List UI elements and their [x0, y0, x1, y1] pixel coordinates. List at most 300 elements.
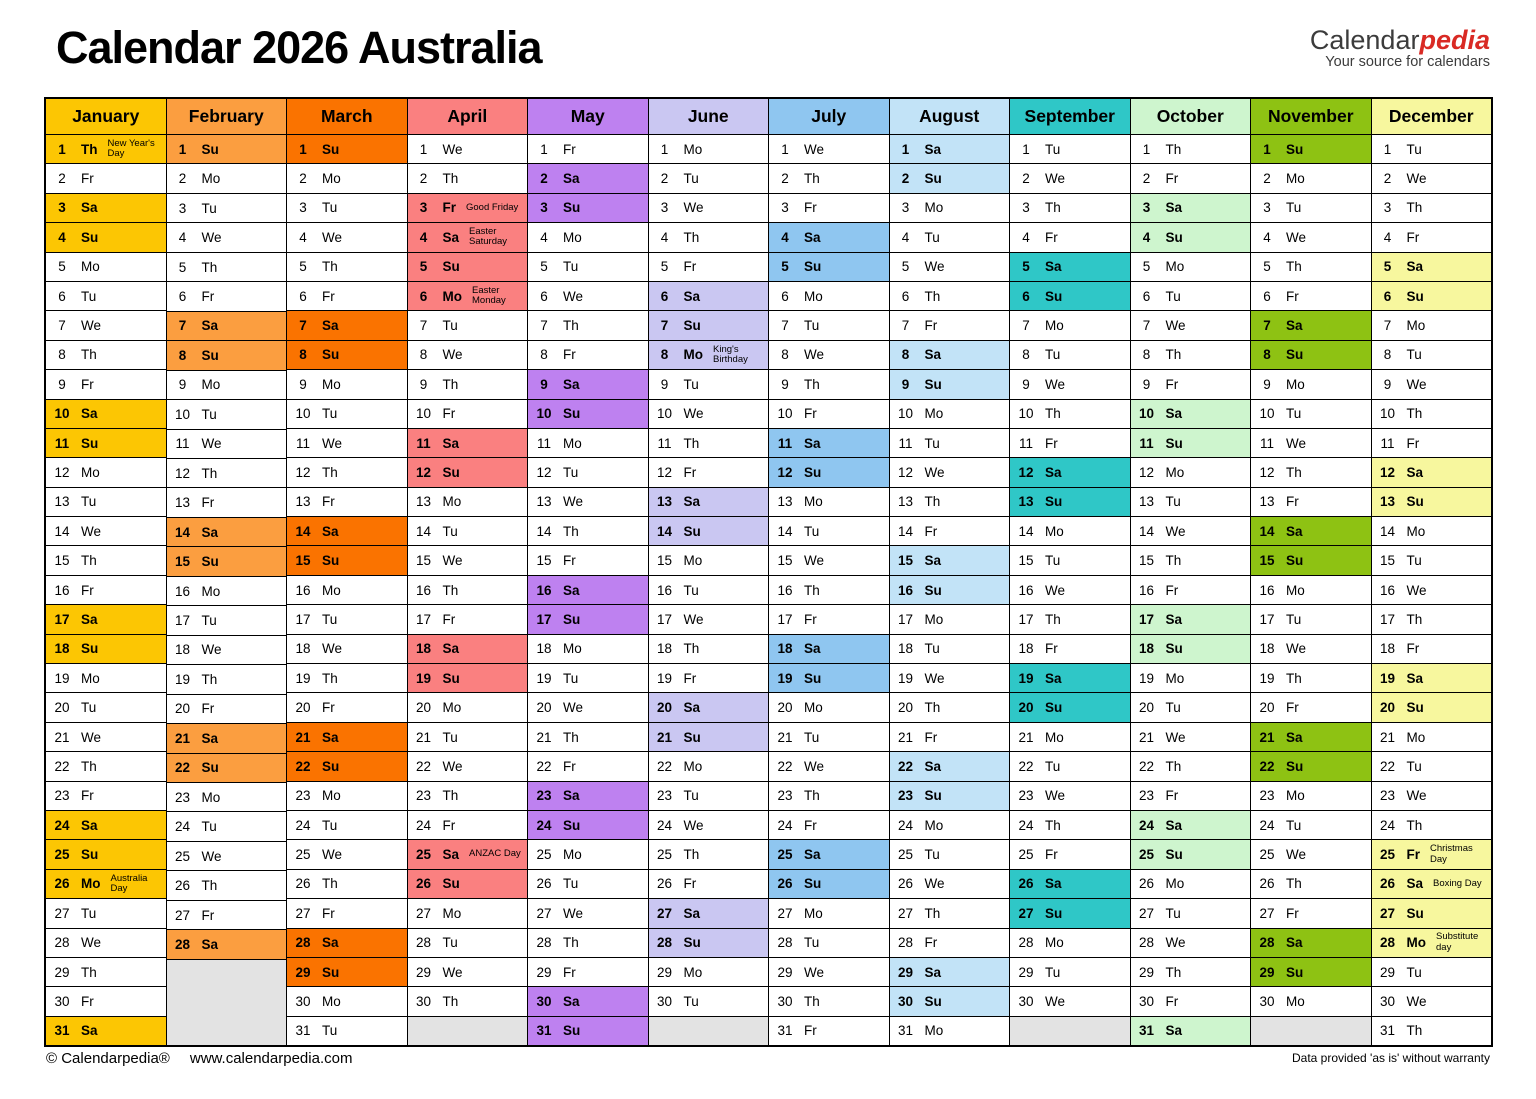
weekday-label: We [1286, 847, 1307, 863]
day-cell [1372, 458, 1492, 487]
day-number: 18 [536, 641, 552, 657]
weekday-label: Th [81, 141, 98, 157]
weekday-label: Su [1045, 905, 1063, 921]
weekday-label: Sa [1286, 729, 1303, 745]
day-number: 18 [174, 642, 191, 658]
weekday-label: Mo [1165, 670, 1185, 686]
day-number: 11 [657, 435, 672, 451]
weekday-label: Sa [804, 641, 821, 657]
day-cell [46, 605, 166, 634]
weekday-label: Th [1286, 670, 1302, 686]
weekday-label: Fr [1406, 435, 1420, 451]
day-cell [1131, 341, 1251, 370]
day-cell [1131, 723, 1251, 752]
day-cell [649, 164, 769, 193]
weekday-label: Sa [81, 1023, 98, 1039]
weekday-label: Tu [1406, 964, 1422, 980]
weekday-label: Th [563, 318, 579, 334]
day-number: 3 [178, 200, 187, 216]
holiday-label: King's Birthday [713, 343, 748, 365]
day-cell [1131, 929, 1251, 958]
day-number: 13 [1018, 494, 1034, 510]
day-number: 30 [295, 994, 311, 1010]
weekday-label: Mo [804, 700, 823, 716]
day-number: 25 [54, 847, 70, 863]
day-number: 4 [660, 229, 669, 245]
day-cell [46, 341, 166, 370]
weekday-label: Mo [81, 259, 100, 275]
weekday-label: Sa [81, 200, 98, 216]
weekday-label: Mo [1406, 318, 1426, 334]
day-cell [1251, 752, 1371, 781]
weekday-label: Th [683, 435, 700, 451]
day-number: 8 [1383, 347, 1392, 363]
weekday-label: Mo [563, 847, 582, 863]
weekday-label: Fr [1045, 435, 1058, 451]
day-number: 8 [178, 347, 187, 363]
day-number: 8 [1142, 347, 1151, 363]
day-cell [1010, 223, 1130, 252]
weekday-label: Tu [1045, 964, 1061, 980]
day-cell [1010, 458, 1130, 487]
calendarpedia-logo[interactable] [1310, 26, 1490, 71]
day-cell [46, 194, 166, 223]
weekday-label: Th [1045, 406, 1061, 422]
day-number: 26 [54, 876, 70, 892]
day-number: 11 [54, 435, 70, 451]
weekday-label: Su [1406, 700, 1424, 716]
day-number: 22 [897, 758, 914, 774]
day-number: 5 [1142, 259, 1151, 275]
weekday-label: Su [1406, 494, 1424, 510]
weekday-label: Mo [1045, 523, 1064, 539]
weekday-label: We [563, 494, 584, 510]
day-cell [1131, 1017, 1251, 1045]
day-number: 2 [419, 171, 428, 187]
day-number: 7 [1383, 318, 1392, 334]
weekday-label: Mo [1286, 994, 1305, 1010]
day-cell [890, 311, 1010, 340]
weekday-label: Th [201, 878, 218, 894]
day-number: 1 [178, 141, 187, 157]
day-number: 22 [656, 758, 673, 774]
day-number: 6 [781, 288, 789, 304]
day-number: 15 [1018, 553, 1034, 569]
month-header-june: June [649, 99, 769, 135]
day-number: 10 [897, 406, 914, 422]
day-cell [287, 135, 407, 164]
empty-cell [1251, 1017, 1371, 1045]
day-number: 29 [897, 964, 914, 980]
day-cell [890, 664, 1010, 693]
day-number: 17 [415, 611, 432, 627]
day-number: 4 [540, 229, 548, 245]
day-number: 23 [295, 788, 311, 804]
day-cell [528, 223, 648, 252]
day-cell [167, 371, 287, 400]
weekday-label: We [1406, 171, 1427, 187]
weekday-label: Sa [442, 229, 460, 245]
weekday-label: Th [201, 465, 218, 481]
day-number: 18 [777, 641, 793, 657]
weekday-label: We [442, 553, 463, 569]
day-number: 18 [656, 641, 673, 657]
weekday-label: Mo [201, 171, 221, 187]
day-number: 19 [777, 670, 793, 686]
weekday-label: Tu [322, 1023, 338, 1039]
weekday-label: Su [201, 760, 219, 776]
day-number: 22 [54, 758, 70, 774]
day-number: 14 [415, 523, 432, 539]
weekday-label: Tu [1286, 406, 1302, 422]
weekday-label: Mo [563, 229, 582, 245]
weekday-label: Su [442, 876, 460, 892]
day-number: 27 [656, 905, 673, 921]
day-cell [408, 429, 528, 458]
day-number: 14 [1018, 523, 1034, 539]
day-number: 18 [295, 641, 311, 657]
day-cell [1010, 253, 1130, 282]
weekday-label: We [322, 435, 343, 451]
day-cell [1131, 429, 1251, 458]
weekday-label: Mo [683, 758, 703, 774]
weekday-label: Fr [804, 611, 817, 627]
day-number: 12 [415, 464, 432, 480]
weekday-label: Fr [81, 582, 94, 598]
weekday-label: Th [1406, 406, 1423, 422]
weekday-label: Su [924, 788, 942, 804]
day-number: 12 [897, 464, 914, 480]
weekday-label: Mo [201, 583, 221, 599]
day-number: 30 [415, 994, 432, 1010]
weekday-label: Tu [442, 729, 458, 745]
day-cell [528, 164, 648, 193]
day-number: 2 [781, 171, 789, 187]
day-number: 3 [901, 200, 910, 216]
day-cell [649, 253, 769, 282]
day-number: 28 [536, 935, 552, 951]
weekday-label: Fr [201, 701, 215, 717]
day-cell [1131, 576, 1251, 605]
weekday-label: Su [322, 964, 340, 980]
day-number: 22 [1379, 758, 1396, 774]
day-cell [46, 400, 166, 429]
day-cell [46, 664, 166, 693]
weekday-label: Tu [201, 406, 217, 422]
weekday-label: Mo [201, 789, 221, 805]
day-number: 21 [295, 729, 311, 745]
weekday-label: Tu [1165, 905, 1181, 921]
weekday-label: Tu [1165, 494, 1181, 510]
month-column-may [528, 99, 649, 1045]
weekday-label: We [322, 229, 343, 245]
weekday-label: Sa [81, 406, 98, 422]
day-cell [167, 606, 287, 635]
weekday-label: Mo [1045, 729, 1064, 745]
day-number: 24 [295, 817, 311, 833]
weekday-label: Su [442, 670, 460, 686]
day-number: 4 [901, 229, 910, 245]
day-cell [769, 899, 889, 928]
weekday-label: Fr [804, 200, 817, 216]
weekday-label: Tu [924, 847, 940, 863]
weekday-label: Tu [201, 612, 217, 628]
day-cell [1251, 429, 1371, 458]
day-cell [769, 840, 889, 869]
day-cell [769, 164, 889, 193]
weekday-label: Sa [563, 582, 580, 598]
day-cell [1251, 341, 1371, 370]
day-cell [1131, 811, 1251, 840]
weekday-label: Sa [563, 376, 580, 392]
weekday-label: Mo [81, 876, 101, 892]
day-cell [287, 164, 407, 193]
month-header-may: May [528, 99, 648, 135]
day-number: 19 [415, 670, 432, 686]
weekday-label: Su [924, 582, 942, 598]
month-header-december: December [1372, 99, 1492, 135]
day-cell [528, 400, 648, 429]
day-cell [408, 400, 528, 429]
day-number: 21 [1138, 729, 1155, 745]
weekday-label: Su [322, 347, 340, 363]
day-cell [1010, 693, 1130, 722]
day-number: 8 [540, 347, 548, 363]
weekday-label: Fr [442, 817, 456, 833]
weekday-label: Mo [924, 1023, 944, 1039]
day-number: 15 [54, 553, 70, 569]
weekday-label: Tu [81, 494, 97, 510]
weekday-label: Mo [1406, 523, 1426, 539]
day-cell [1372, 987, 1492, 1016]
day-number: 15 [1259, 553, 1275, 569]
day-cell [287, 840, 407, 869]
day-cell [1131, 752, 1251, 781]
weekday-label: Fr [804, 406, 817, 422]
day-number: 1 [540, 141, 548, 157]
weekday-label: Mo [683, 553, 703, 569]
weekday-label: Tu [683, 376, 699, 392]
day-number: 21 [1018, 729, 1034, 745]
day-number: 11 [1380, 435, 1395, 451]
weekday-label: Mo [683, 964, 703, 980]
day-number: 1 [781, 141, 789, 157]
day-cell [649, 811, 769, 840]
day-number: 18 [415, 641, 432, 657]
weekday-label: Su [563, 817, 581, 833]
website-link[interactable]: www.calendarpedia.com [189, 1050, 353, 1067]
day-cell [769, 635, 889, 664]
day-number: 13 [295, 494, 311, 510]
weekday-label: Th [1165, 758, 1182, 774]
day-cell [1251, 253, 1371, 282]
day-number: 26 [174, 878, 191, 894]
day-number: 8 [419, 347, 428, 363]
day-number: 19 [1018, 670, 1034, 686]
day-cell [46, 723, 166, 752]
day-number: 27 [777, 905, 793, 921]
day-cell [287, 576, 407, 605]
weekday-label: Sa [1165, 817, 1183, 833]
day-number: 28 [54, 935, 70, 951]
day-number: 9 [1142, 376, 1151, 392]
day-cell [1372, 517, 1492, 546]
weekday-label: We [804, 553, 825, 569]
day-number: 7 [540, 318, 548, 334]
weekday-label: Th [322, 876, 338, 892]
weekday-label: Fr [804, 1023, 817, 1039]
day-cell [1251, 576, 1371, 605]
day-cell [1251, 282, 1371, 311]
empty-cell [1010, 1017, 1130, 1045]
day-cell [408, 253, 528, 282]
day-number: 5 [781, 259, 789, 275]
day-cell [1010, 341, 1130, 370]
day-number: 23 [1259, 788, 1275, 804]
day-cell [1131, 899, 1251, 928]
day-cell [890, 605, 1010, 634]
day-cell [1251, 929, 1371, 958]
weekday-label: Sa [804, 229, 821, 245]
day-number: 9 [419, 376, 428, 392]
day-cell [287, 811, 407, 840]
weekday-label: We [683, 406, 704, 422]
weekday-label: Su [81, 435, 99, 451]
day-cell [46, 693, 166, 722]
weekday-label: Fr [81, 994, 94, 1010]
day-number: 26 [295, 876, 311, 892]
weekday-label: Fr [683, 876, 697, 892]
day-cell [1372, 723, 1492, 752]
day-number: 18 [1018, 641, 1034, 657]
day-cell [46, 958, 166, 987]
day-cell [649, 341, 769, 370]
day-cell [1131, 958, 1251, 987]
day-cell [408, 164, 528, 193]
weekday-label: We [81, 729, 102, 745]
weekday-label: Mo [1286, 788, 1305, 804]
weekday-label: Su [804, 670, 822, 686]
day-cell [769, 1017, 889, 1045]
day-number: 14 [295, 523, 311, 539]
day-number: 30 [54, 994, 70, 1010]
day-number: 20 [415, 700, 432, 716]
day-number: 16 [174, 583, 191, 599]
day-number: 21 [1379, 729, 1396, 745]
day-cell [1010, 899, 1130, 928]
weekday-label: Su [563, 1023, 581, 1039]
day-cell [408, 458, 528, 487]
day-cell [408, 576, 528, 605]
weekday-label: Su [1165, 229, 1183, 245]
day-cell [1251, 870, 1371, 899]
weekday-label: Su [201, 554, 219, 570]
day-number: 2 [540, 171, 548, 187]
day-number: 19 [897, 670, 914, 686]
day-number: 18 [54, 641, 70, 657]
weekday-label: Mo [442, 288, 462, 304]
day-cell [1010, 576, 1130, 605]
month-header-november: November [1251, 99, 1371, 135]
day-cell [1372, 752, 1492, 781]
weekday-label: Su [563, 200, 581, 216]
day-number: 25 [1379, 847, 1396, 863]
day-cell [1372, 840, 1492, 869]
day-cell [46, 370, 166, 399]
day-cell [890, 723, 1010, 752]
weekday-label: We [81, 523, 102, 539]
day-number: 7 [1142, 318, 1151, 334]
footer-left [46, 1050, 352, 1067]
day-number: 11 [1259, 435, 1274, 451]
day-cell [890, 899, 1010, 928]
empty-cell [408, 1017, 528, 1045]
day-number: 4 [1263, 229, 1271, 245]
weekday-label: Tu [804, 935, 820, 951]
day-number: 4 [178, 230, 187, 246]
day-cell [1010, 840, 1130, 869]
weekday-label: Tu [1406, 758, 1422, 774]
weekday-label: Th [1045, 200, 1061, 216]
weekday-label: Fr [563, 758, 576, 774]
day-cell [890, 987, 1010, 1016]
day-number: 10 [54, 406, 70, 422]
day-number: 22 [1018, 758, 1034, 774]
weekday-label: Th [442, 994, 459, 1010]
day-number: 20 [174, 701, 191, 717]
day-cell [649, 870, 769, 899]
day-cell [769, 341, 889, 370]
weekday-label: Fr [81, 376, 94, 392]
weekday-label: Tu [201, 819, 217, 835]
day-number: 17 [1138, 611, 1155, 627]
weekday-label: Th [322, 464, 338, 480]
day-cell [1010, 782, 1130, 811]
day-cell [1010, 605, 1130, 634]
day-number: 25 [1018, 847, 1034, 863]
day-cell [1010, 752, 1130, 781]
day-cell [528, 341, 648, 370]
day-number: 15 [777, 553, 793, 569]
weekday-label: Su [322, 758, 340, 774]
day-cell [287, 370, 407, 399]
day-number: 20 [777, 700, 793, 716]
weekday-label: Su [442, 259, 460, 275]
day-cell [46, 752, 166, 781]
weekday-label: Tu [683, 788, 699, 804]
day-cell [769, 605, 889, 634]
weekday-label: Su [563, 611, 581, 627]
day-cell [649, 194, 769, 223]
day-cell [528, 517, 648, 546]
weekday-label: Sa [1406, 259, 1424, 275]
day-cell [1131, 400, 1251, 429]
day-cell [1372, 194, 1492, 223]
day-number: 27 [1259, 905, 1275, 921]
day-cell [1251, 987, 1371, 1016]
day-number: 29 [536, 964, 552, 980]
weekday-label: Fr [201, 495, 215, 511]
day-number: 10 [415, 406, 432, 422]
weekday-label: Tu [563, 876, 579, 892]
day-number: 30 [1138, 994, 1155, 1010]
weekday-label: Su [804, 259, 822, 275]
day-cell [46, 311, 166, 340]
weekday-label: Mo [924, 817, 944, 833]
day-number: 29 [1138, 964, 1155, 980]
weekday-label: Sa [1045, 670, 1062, 686]
day-number: 14 [1379, 523, 1396, 539]
